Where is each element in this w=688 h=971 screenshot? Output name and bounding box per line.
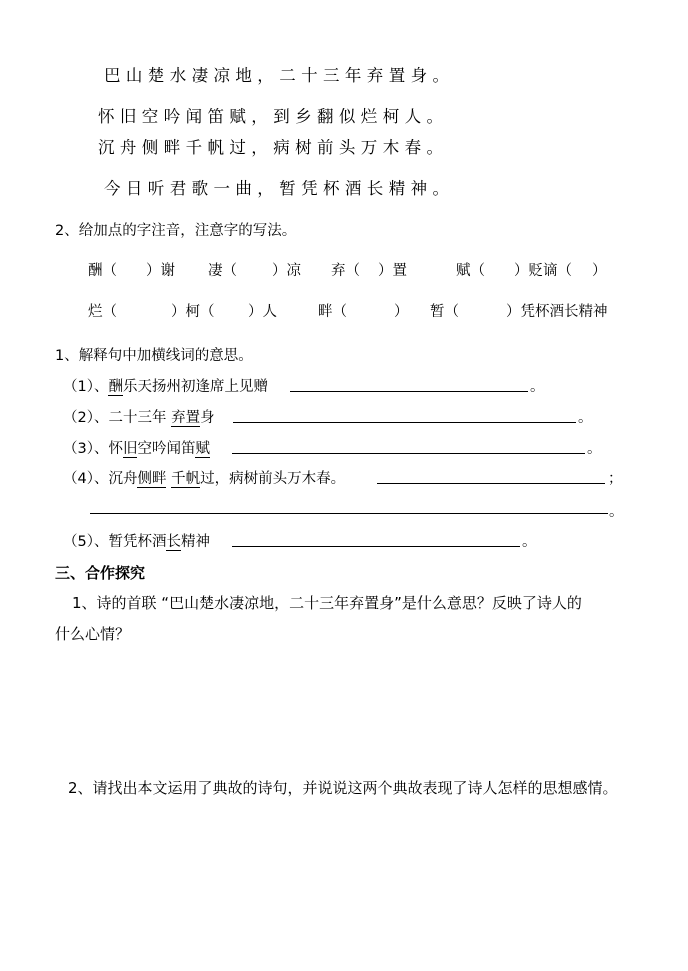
- pinyin-item: 凄（: [208, 263, 237, 279]
- question-1-line-2: 什么心情？: [55, 625, 131, 643]
- item-number: （3）、: [63, 441, 109, 457]
- item-end: 。: [578, 410, 593, 426]
- item-text: 二十三年: [108, 410, 172, 426]
- explain-item-1: [63, 375, 268, 396]
- underlined-word: 长: [166, 534, 181, 550]
- pinyin-item: 畔（: [318, 304, 347, 320]
- underlined-word: 弃置: [171, 410, 201, 426]
- poem-line-1: 巴山楚水凄凉地，二十三年弃置身。: [104, 66, 455, 85]
- pinyin-row-1: [88, 259, 628, 279]
- pinyin-item: ）置: [378, 263, 407, 279]
- answer-blank[interactable]: [232, 453, 585, 454]
- answer-blank[interactable]: [232, 546, 520, 547]
- explain-item-2: [63, 406, 215, 427]
- pinyin-item: ）凭杯酒长精神: [506, 304, 608, 320]
- pinyin-item: ）柯（: [171, 304, 215, 320]
- pinyin-item: ）凉: [272, 263, 301, 279]
- underlined-word: 侧畔: [137, 471, 167, 487]
- pinyin-item: 赋（: [456, 263, 485, 279]
- item-text: 怀: [108, 441, 123, 457]
- poem-line-4: 今日听君歌一曲，暂凭杯酒长精神。: [104, 179, 455, 198]
- pinyin-item: 酬（: [88, 263, 117, 279]
- pinyin-section-heading: 2、给加点的字注音，注意字的写法。: [55, 223, 297, 239]
- pinyin-item: 弃（: [331, 263, 360, 279]
- item-end: 。: [587, 441, 602, 457]
- pinyin-item: 烂（: [88, 304, 117, 320]
- poem-line-3: 沉舟侧畔千帆过，病树前头万木春。: [98, 138, 449, 157]
- item-end: 。: [609, 504, 624, 520]
- section-three-heading: 三、合作探究: [55, 564, 146, 582]
- answer-blank[interactable]: [377, 483, 605, 484]
- answer-blank[interactable]: [233, 422, 576, 423]
- explain-section-heading: 1、解释句中加横线词的意思。: [55, 348, 253, 364]
- item-number: （1）、: [63, 379, 109, 395]
- explain-item-5: [63, 530, 210, 551]
- item-number: （2）、: [63, 410, 109, 426]
- underlined-word: 千帆: [171, 471, 201, 487]
- poem-line-2: 怀旧空吟闻笛赋，到乡翻似烂柯人。: [98, 107, 449, 126]
- item-end: 。: [522, 534, 537, 550]
- item-number: （4）、: [63, 471, 109, 487]
- pinyin-item: 暂（: [430, 304, 459, 320]
- question-1-line-1: 1、诗的首联 “巴山楚水凄凉地，二十三年弃置身”是什么意思？反映了诗人的: [72, 594, 582, 612]
- underlined-word: 酬: [108, 379, 123, 395]
- pinyin-item: ）: [394, 304, 409, 320]
- pinyin-item: ）: [592, 263, 607, 279]
- item-end: ；: [608, 471, 623, 487]
- answer-blank[interactable]: [290, 391, 528, 392]
- pinyin-item: ）贬谪（: [514, 263, 572, 279]
- item-text: 乐天扬州初逢席上见赠: [122, 379, 268, 395]
- pinyin-item: ）谢: [146, 263, 175, 279]
- explain-item-4: [63, 467, 345, 488]
- item-end: 。: [530, 379, 545, 395]
- item-number: （5）、: [63, 534, 109, 550]
- item-text: 沉舟: [108, 471, 138, 487]
- item-text: 精神: [180, 534, 210, 550]
- explain-item-3: [63, 437, 210, 458]
- underlined-word: 旧: [122, 441, 138, 457]
- pinyin-item: ）人: [248, 304, 277, 320]
- underlined-word: 赋: [195, 441, 210, 457]
- item-text: 过，病树前头万木春。: [200, 471, 346, 487]
- item-text: 空吟闻笛: [137, 441, 196, 457]
- pinyin-row-2: [88, 300, 628, 320]
- item-text: 暂凭杯酒: [108, 534, 167, 550]
- question-2: 2、请找出本文运用了典故的诗句，并说说这两个典故表现了诗人怎样的思想感情。: [68, 779, 618, 797]
- item-text: 身: [200, 410, 215, 426]
- answer-blank[interactable]: [90, 513, 608, 514]
